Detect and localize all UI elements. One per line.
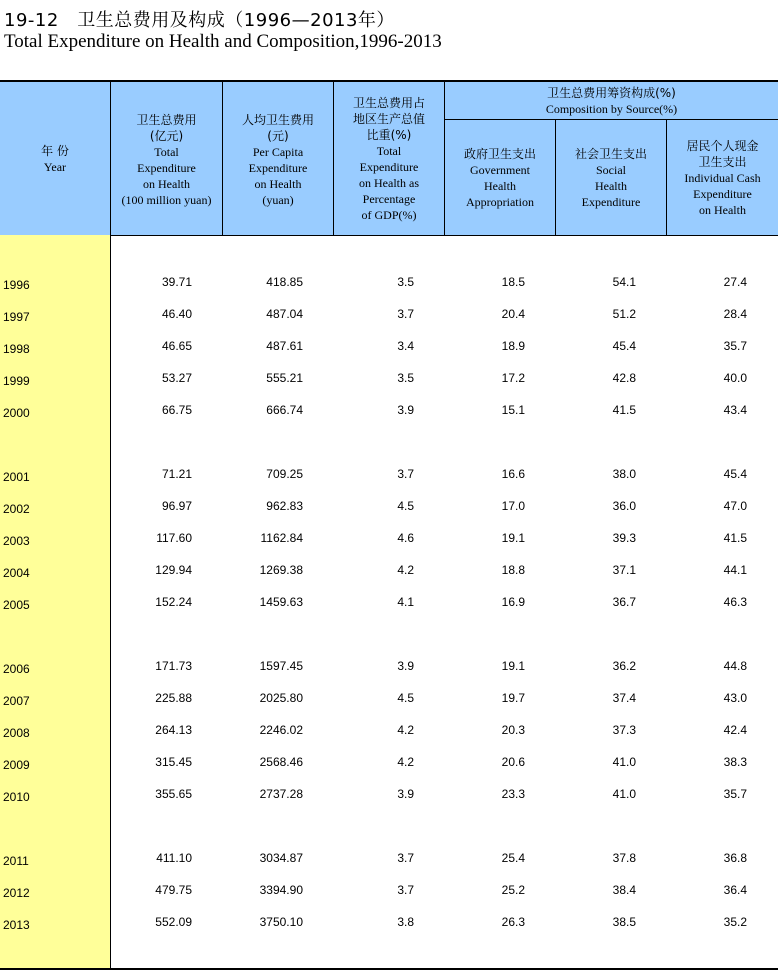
cell-total: 39.71	[161, 275, 192, 289]
cell-gov: 23.3	[501, 787, 525, 801]
cell-gdp: 3.9	[397, 787, 414, 801]
cell-gdp: 3.8	[397, 915, 414, 929]
header-per-capita	[223, 82, 333, 235]
cell-individual: 47.0	[723, 499, 747, 513]
header-composition-cn: 卫生总费用筹资构成(%)	[547, 85, 676, 100]
cell-individual: 45.4	[723, 467, 747, 481]
cell-social: 37.4	[612, 691, 636, 705]
table-row	[0, 465, 778, 485]
header-social-en-1: Social	[595, 162, 626, 177]
cell-total: 315.45	[155, 755, 192, 769]
cell-gov: 18.5	[501, 275, 525, 289]
cell-year: 2001	[3, 470, 30, 484]
cell-individual: 44.1	[723, 563, 747, 577]
cell-per-capita: 2246.02	[259, 723, 303, 737]
header-gov-cn: 政府卫生支出	[463, 146, 536, 161]
header-total-cn: 卫生总费用	[136, 112, 197, 127]
cell-social: 45.4	[612, 339, 636, 353]
table-row	[0, 657, 778, 677]
cell-year: 2008	[3, 726, 30, 740]
cell-social: 36.0	[612, 499, 636, 513]
cell-total: 152.24	[155, 595, 192, 609]
cell-per-capita: 555.21	[266, 371, 303, 385]
cell-per-capita: 666.74	[266, 403, 303, 417]
header-social-en-2: Health	[594, 178, 627, 193]
table-header	[0, 82, 778, 235]
cell-total: 264.13	[155, 723, 192, 737]
header-composition-group	[445, 82, 778, 119]
column-divider	[110, 82, 111, 969]
cell-total: 96.97	[161, 499, 192, 513]
header-individual	[667, 120, 778, 235]
cell-individual: 36.8	[723, 851, 747, 865]
cell-gov: 19.7	[501, 691, 525, 705]
table-row	[0, 753, 778, 773]
cell-total: 479.75	[155, 883, 192, 897]
cell-per-capita: 418.85	[266, 275, 303, 289]
header-total-en-2: Expenditure	[137, 160, 196, 175]
cell-gov: 18.9	[501, 339, 525, 353]
cell-total: 53.27	[161, 371, 192, 385]
header-gdp-en-3: on Health as	[359, 175, 419, 190]
cell-gdp: 4.6	[397, 531, 414, 545]
table-title-chinese: 19-12 卫生总费用及构成（1996—2013年）	[4, 10, 395, 31]
cell-social: 51.2	[612, 307, 636, 321]
table-row	[0, 593, 778, 613]
cell-per-capita: 487.61	[266, 339, 303, 353]
header-gov-en-2: Health	[483, 178, 516, 193]
cell-per-capita: 3034.87	[259, 851, 303, 865]
cell-social: 38.0	[612, 467, 636, 481]
cell-per-capita: 709.25	[266, 467, 303, 481]
header-gdp-en-4: Percentage	[362, 191, 416, 206]
table-row	[0, 273, 778, 293]
cell-per-capita: 1162.84	[260, 531, 303, 545]
header-government	[445, 120, 555, 235]
table-row	[0, 881, 778, 901]
header-gdp-cn-2: 地区生产总值	[352, 111, 425, 126]
cell-year: 2012	[3, 886, 30, 900]
table-row	[0, 849, 778, 869]
cell-total: 355.65	[155, 787, 192, 801]
cell-individual: 43.0	[723, 691, 747, 705]
header-individual-en-3: on Health	[698, 202, 746, 217]
cell-individual: 35.7	[723, 787, 747, 801]
header-total-en-3: on Health	[143, 176, 190, 191]
header-individual-en-2: Expenditure	[693, 186, 752, 201]
cell-gdp: 3.7	[397, 883, 414, 897]
cell-per-capita: 1597.45	[259, 659, 303, 673]
header-composition-en: Composition by Source(%)	[545, 101, 678, 116]
table-row	[0, 497, 778, 517]
cell-individual: 35.2	[723, 915, 747, 929]
column-divider	[555, 119, 556, 235]
cell-social: 36.7	[612, 595, 636, 609]
cell-gdp: 4.2	[397, 755, 414, 769]
cell-gov: 18.8	[501, 563, 525, 577]
cell-per-capita: 2025.80	[259, 691, 303, 705]
cell-gov: 19.1	[501, 531, 525, 545]
cell-individual: 44.8	[723, 659, 747, 673]
cell-individual: 41.5	[723, 531, 747, 545]
cell-social: 37.8	[612, 851, 636, 865]
header-gdp-en-5: of GDP(%)	[361, 207, 417, 222]
header-bottom-rule	[0, 235, 778, 236]
cell-gov: 25.2	[501, 883, 525, 897]
header-social-cn: 社会卫生支出	[574, 146, 647, 161]
cell-gov: 20.6	[501, 755, 525, 769]
cell-total: 66.75	[161, 403, 192, 417]
cell-gov: 26.3	[501, 915, 525, 929]
cell-year: 1997	[3, 310, 30, 324]
column-divider	[444, 82, 445, 235]
cell-per-capita: 3750.10	[259, 915, 303, 929]
cell-year: 2006	[3, 662, 30, 676]
cell-year: 2004	[3, 566, 30, 580]
header-per-capita-cn: 人均卫生费用	[241, 112, 314, 127]
bottom-rule	[0, 968, 778, 970]
header-gdp-en-2: Expenditure	[359, 159, 419, 174]
cell-year: 2002	[3, 502, 30, 516]
cell-social: 38.5	[612, 915, 636, 929]
header-per-capita-en-1: Per Capita	[252, 144, 304, 159]
cell-gov: 17.0	[501, 499, 525, 513]
header-gdp-cn-1: 卫生总费用占	[352, 95, 425, 110]
cell-social: 36.2	[612, 659, 636, 673]
table-row	[0, 785, 778, 805]
cell-year: 2005	[3, 598, 30, 612]
column-divider	[333, 82, 334, 235]
cell-gov: 15.1	[501, 403, 525, 417]
header-gov-en-3: Appropriation	[465, 194, 534, 209]
cell-gdp: 4.2	[397, 723, 414, 737]
header-gov-en-1: Government	[470, 162, 530, 177]
cell-total: 129.94	[155, 563, 192, 577]
cell-social: 41.0	[612, 787, 636, 801]
cell-social: 41.5	[612, 403, 636, 417]
cell-total: 225.88	[155, 691, 192, 705]
cell-individual: 42.4	[723, 723, 747, 737]
table-row	[0, 369, 778, 389]
cell-year: 2009	[3, 758, 30, 772]
cell-gov: 25.4	[501, 851, 525, 865]
cell-per-capita: 487.04	[266, 307, 303, 321]
cell-gov: 16.9	[501, 595, 525, 609]
header-per-capita-en-2: Expenditure	[248, 160, 308, 175]
cell-gdp: 3.5	[397, 371, 414, 385]
header-individual-cn-1: 居民个人现金	[686, 138, 759, 153]
cell-individual: 38.3	[723, 755, 747, 769]
cell-gdp: 3.5	[397, 275, 414, 289]
cell-year: 2003	[3, 534, 30, 548]
cell-gov: 20.4	[501, 307, 525, 321]
header-year	[0, 82, 110, 235]
cell-gov: 17.2	[501, 371, 525, 385]
cell-social: 37.3	[612, 723, 636, 737]
table-row	[0, 337, 778, 357]
cell-gov: 20.3	[501, 723, 525, 737]
cell-social: 38.4	[612, 883, 636, 897]
cell-social: 39.3	[612, 531, 636, 545]
header-total-unit-cn: (亿元)	[149, 128, 184, 143]
cell-social: 42.8	[612, 371, 636, 385]
cell-total: 46.65	[161, 339, 192, 353]
header-per-capita-unit-cn: (元)	[267, 128, 289, 143]
cell-year: 2007	[3, 694, 30, 708]
header-per-capita-en-3: on Health	[254, 176, 302, 191]
header-year-cn: 年 份	[41, 143, 69, 158]
header-gdp-en-1: Total	[376, 143, 402, 158]
cell-individual: 28.4	[723, 307, 747, 321]
header-gdp-cn-3: 比重(%)	[366, 127, 412, 142]
cell-gdp: 4.5	[397, 691, 414, 705]
cell-gdp: 3.7	[397, 307, 414, 321]
header-social	[556, 120, 666, 235]
cell-gov: 19.1	[501, 659, 525, 673]
cell-social: 37.1	[612, 563, 636, 577]
cell-social: 54.1	[612, 275, 636, 289]
table-row	[0, 401, 778, 421]
cell-year: 1999	[3, 374, 30, 388]
column-divider	[222, 82, 223, 235]
cell-total: 117.60	[156, 531, 192, 545]
table-row	[0, 721, 778, 741]
cell-total: 46.40	[161, 307, 192, 321]
table-title-english: Total Expenditure on Health and Composition,1996-2013	[4, 31, 442, 52]
composition-divider	[445, 119, 778, 120]
cell-individual: 35.7	[723, 339, 747, 353]
cell-gdp: 4.5	[397, 499, 414, 513]
cell-gdp: 3.9	[397, 659, 414, 673]
cell-year: 1996	[3, 278, 30, 292]
cell-gdp: 4.1	[397, 595, 414, 609]
cell-year: 1998	[3, 342, 30, 356]
table-row	[0, 305, 778, 325]
column-divider	[666, 119, 667, 235]
cell-per-capita: 2568.46	[259, 755, 303, 769]
cell-individual: 27.4	[723, 275, 747, 289]
cell-year: 2013	[3, 918, 30, 932]
header-individual-en-1: Individual Cash	[684, 170, 761, 185]
header-per-capita-en-4: (yuan)	[262, 192, 294, 207]
table-row	[0, 529, 778, 549]
cell-total: 71.21	[161, 467, 192, 481]
cell-per-capita: 962.83	[266, 499, 303, 513]
header-total-en-4: (100 million yuan)	[121, 192, 212, 207]
cell-total: 552.09	[155, 915, 192, 929]
header-total-en-1: Total	[154, 144, 179, 159]
header-total-expenditure	[111, 82, 222, 235]
cell-total: 171.73	[155, 659, 192, 673]
cell-individual: 40.0	[723, 371, 747, 385]
cell-individual: 46.3	[723, 595, 747, 609]
cell-gdp: 3.7	[397, 467, 414, 481]
cell-total: 411.10	[156, 851, 192, 865]
table-row	[0, 561, 778, 581]
header-individual-cn-2: 卫生支出	[698, 154, 747, 169]
cell-year: 2010	[3, 790, 30, 804]
cell-per-capita: 2737.28	[259, 787, 303, 801]
cell-gdp: 3.9	[397, 403, 414, 417]
header-gdp-share	[334, 82, 444, 235]
cell-gdp: 3.4	[397, 339, 414, 353]
cell-year: 2011	[3, 854, 29, 868]
cell-gdp: 3.7	[397, 851, 414, 865]
cell-gov: 16.6	[501, 467, 525, 481]
cell-individual: 43.4	[723, 403, 747, 417]
cell-individual: 36.4	[723, 883, 747, 897]
header-social-en-3: Expenditure	[581, 194, 641, 209]
table-row	[0, 689, 778, 709]
cell-gdp: 4.2	[397, 563, 414, 577]
cell-social: 41.0	[612, 755, 636, 769]
table-row	[0, 913, 778, 933]
cell-per-capita: 1459.63	[259, 595, 303, 609]
cell-year: 2000	[3, 406, 30, 420]
cell-per-capita: 1269.38	[259, 563, 303, 577]
header-year-en: Year	[43, 159, 67, 174]
cell-per-capita: 3394.90	[259, 883, 303, 897]
